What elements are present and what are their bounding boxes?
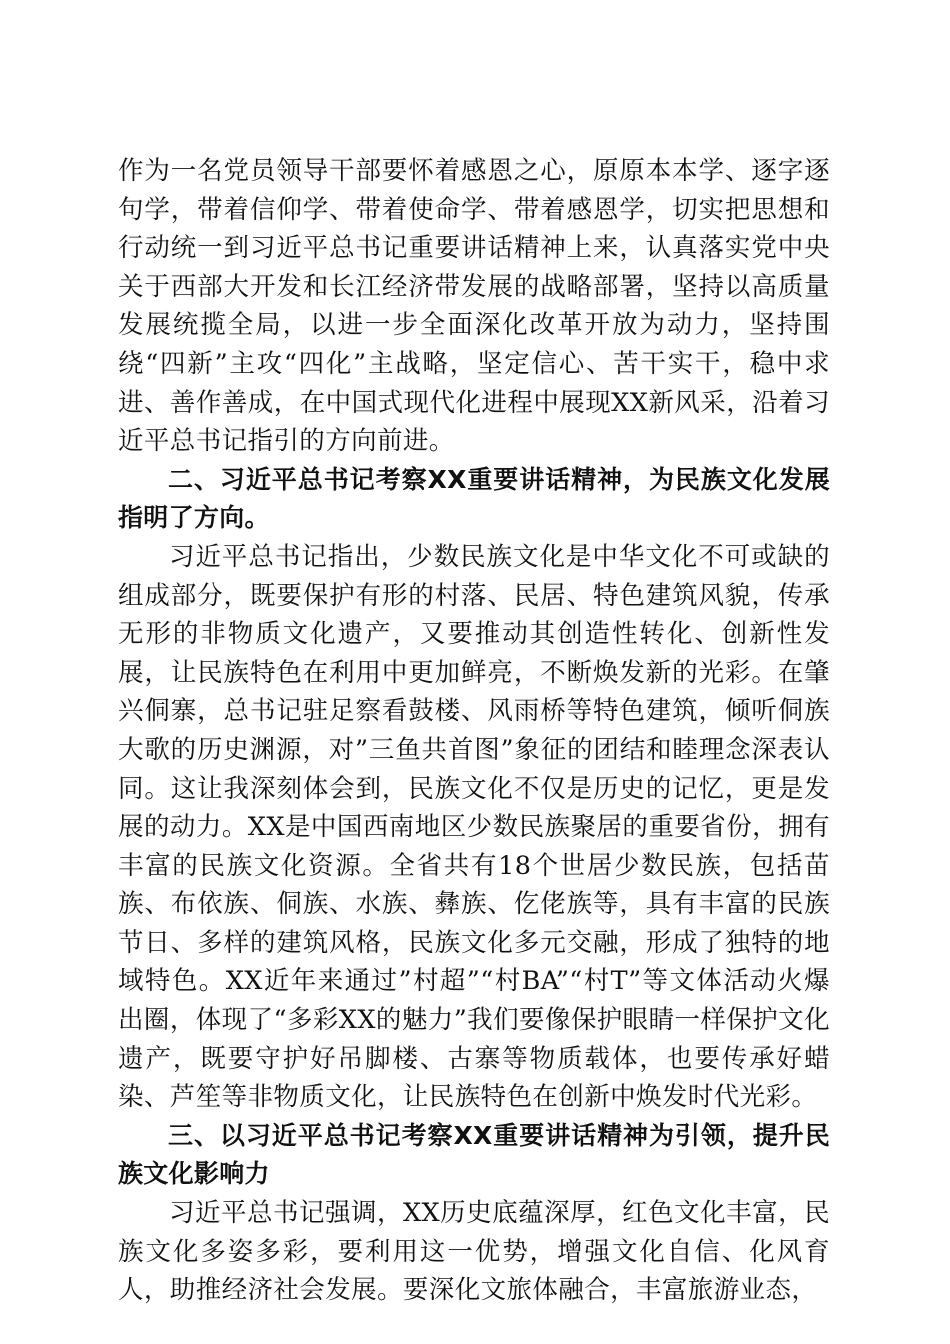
paragraph-culture-influence: 习近平总书记强调，XX历史底蕴深厚，红色文化丰富，民族文化多姿多彩，要利用这一优势，增强文化自信、化风育人，助推经济社会发展。要深化文旅体融合，丰富旅游业态，: [118, 1198, 830, 1306]
section-heading-three: 三、以习近平总书记考察XX重要讲话精神为引领，提升民族文化影响力: [118, 1120, 830, 1189]
paragraph-continued-intro: 作为一名党员领导干部要怀着感恩之心，原原本本学、逐字逐句学，带着信仰学、带着使命学、带着感恩学，切实把思想和行动统一到习近平总书记重要讲话精神上来，认真落实党中央关于西部大开发和长江经济带发展的战略部署，坚持以高质量发展统揽全局，以进一步全面深化改革开放为动力，坚持围绕“四新”主攻“四化”主战略，坚定信心、苦干实干，稳中求进、善作善成，在中国式现代化进程中展现XX新风采，沿着习近平总书记指引的方向前进。: [118, 156, 830, 457]
section-heading-two: 二、习近平总书记考察XX重要讲话精神，为民族文化发展指明了方向。: [118, 464, 830, 533]
document-body: [118, 152, 830, 1310]
paragraph-ethnic-culture: 习近平总书记指出，少数民族文化是中华文化不可或缺的组成部分，既要保护有形的村落、民居、特色建筑风貌，传承无形的非物质文化遗产，又要推动其创造性转化、创新性发展，让民族特色在利用中更加鲜亮，不断焕发新的光彩。在肇兴侗寨，总书记驻足察看鼓楼、风雨桥等特色建筑，倾听侗族大歌的历史渊源，对”三鱼共首图”象征的团结和睦理念深表认同。这让我深刻体会到，民族文化不仅是历史的记忆，更是发展的动力。XX是中国西南地区少数民族聚居的重要省份，拥有丰富的民族文化资源。全省共有18个世居少数民族，包括苗族、布依族、侗族、水族、彝族、仡佬族等，具有丰富的民族节日、多样的建筑风格，民族文化多元交融，形成了独特的地域特色。XX近年来通过”村超”“村BA”“村T”等文体活动火爆出圈，体现了“多彩XX的魅力”我们要像保护眼睛一样保护文化遗产，既要守护好吊脚楼、古寨等物质载体，也要传承好蜡染、芦笙等非物质文化，让民族特色在创新中焕发时代光彩。: [118, 541, 830, 1113]
